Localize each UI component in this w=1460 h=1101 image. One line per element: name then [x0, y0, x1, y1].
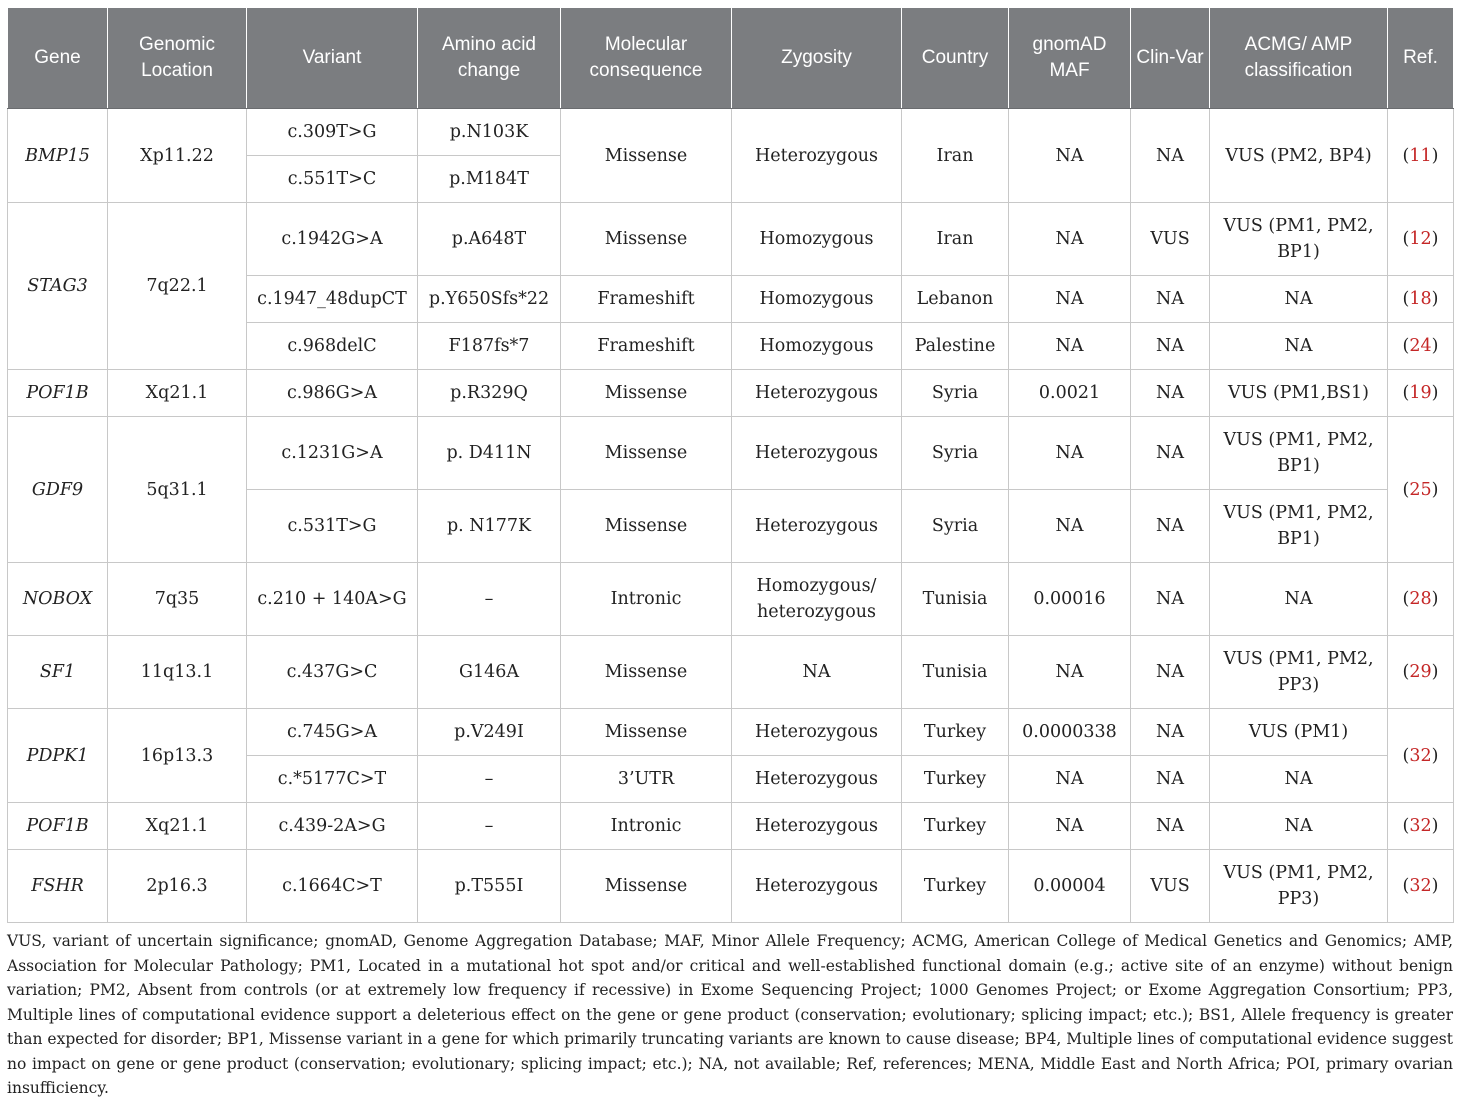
- gene-cell: POF1B: [8, 803, 108, 850]
- table-row: [8, 417, 1454, 490]
- ref-cell: [1388, 563, 1454, 636]
- acmg-cell: NA: [1210, 563, 1388, 636]
- gene-cell: BMP15: [8, 109, 108, 203]
- header-gene: Gene: [8, 8, 108, 109]
- maf-cell: NA: [1009, 276, 1131, 323]
- clinvar-cell: NA: [1131, 323, 1210, 370]
- gene-cell: FSHR: [8, 850, 108, 923]
- country-cell: Palestine: [902, 323, 1009, 370]
- location-cell: 7q22.1: [108, 203, 247, 370]
- ref-link[interactable]: 12: [1409, 229, 1432, 249]
- aa-cell: –: [418, 756, 561, 803]
- acmg-cell: VUS (PM1, PM2, BP1): [1210, 203, 1388, 276]
- aa-cell: p.T555I: [418, 850, 561, 923]
- ref-paren-close: ): [1431, 336, 1439, 356]
- ref-paren-open: (: [1402, 145, 1410, 166]
- clinvar-cell: NA: [1131, 709, 1210, 756]
- clinvar-cell: NA: [1131, 490, 1210, 563]
- ref-cell: [1388, 417, 1454, 563]
- maf-cell: 0.0000338: [1009, 709, 1131, 756]
- header-country: Country: [902, 8, 1009, 109]
- aa-cell: G146A: [418, 636, 561, 709]
- aa-cell: p. D411N: [418, 417, 561, 490]
- zygosity-cell: NA: [732, 636, 902, 709]
- variant-cell: c.745G>A: [247, 709, 418, 756]
- ref-link[interactable]: 32: [1409, 876, 1432, 896]
- zygosity-cell: Heterozygous: [732, 756, 902, 803]
- clinvar-cell: NA: [1131, 803, 1210, 850]
- table-row: [8, 370, 1454, 417]
- ref-link[interactable]: 11: [1409, 145, 1432, 166]
- location-cell: 11q13.1: [108, 636, 247, 709]
- gene-cell: POF1B: [8, 370, 108, 417]
- aa-cell: p.M184T: [418, 156, 561, 203]
- zygosity-cell: Heterozygous: [732, 850, 902, 923]
- ref-link[interactable]: 18: [1409, 289, 1432, 309]
- consequence-cell: Missense: [561, 636, 732, 709]
- ref-paren-open: (: [1402, 876, 1410, 896]
- maf-cell: 0.0021: [1009, 370, 1131, 417]
- table-row: [8, 709, 1454, 756]
- aa-cell: p.N103K: [418, 109, 561, 156]
- zygosity-cell: Homozygous: [732, 323, 902, 370]
- table-row: [8, 636, 1454, 709]
- ref-paren-open: (: [1402, 662, 1410, 682]
- header-maf: gnomAD MAF: [1009, 8, 1131, 109]
- zygosity-cell: Homozygous/ heterozygous: [732, 563, 902, 636]
- location-cell: Xp11.22: [108, 109, 247, 203]
- ref-link[interactable]: 29: [1409, 662, 1432, 682]
- maf-cell: 0.00016: [1009, 563, 1131, 636]
- acmg-cell: VUS (PM1, PM2, PP3): [1210, 636, 1388, 709]
- variant-cell: c.968delC: [247, 323, 418, 370]
- gene-cell: STAG3: [8, 203, 108, 370]
- maf-cell: NA: [1009, 636, 1131, 709]
- consequence-cell: Missense: [561, 709, 732, 756]
- location-cell: 5q31.1: [108, 417, 247, 563]
- clinvar-cell: NA: [1131, 563, 1210, 636]
- location-cell: 2p16.3: [108, 850, 247, 923]
- variant-cell: c.1231G>A: [247, 417, 418, 490]
- ref-paren-close: ): [1431, 745, 1439, 766]
- variant-cell: c.309T>G: [247, 109, 418, 156]
- country-cell: Iran: [902, 109, 1009, 203]
- zygosity-cell: Heterozygous: [732, 490, 902, 563]
- country-cell: Syria: [902, 370, 1009, 417]
- table-body: [8, 109, 1454, 923]
- ref-paren-open: (: [1402, 745, 1410, 766]
- ref-cell: [1388, 850, 1454, 923]
- table-row: [8, 109, 1454, 156]
- table-header: [8, 8, 1454, 109]
- maf-cell: 0.00004: [1009, 850, 1131, 923]
- ref-link[interactable]: 32: [1409, 745, 1432, 766]
- ref-cell: [1388, 323, 1454, 370]
- gene-cell: SF1: [8, 636, 108, 709]
- header-variant: Variant: [247, 8, 418, 109]
- variant-cell: c.551T>C: [247, 156, 418, 203]
- country-cell: Turkey: [902, 709, 1009, 756]
- acmg-cell: NA: [1210, 803, 1388, 850]
- variants-table-container: [7, 7, 1453, 923]
- variant-cell: c.1947_48dupCT: [247, 276, 418, 323]
- country-cell: Tunisia: [902, 563, 1009, 636]
- maf-cell: NA: [1009, 490, 1131, 563]
- ref-paren-open: (: [1402, 229, 1410, 249]
- ref-paren-close: ): [1431, 289, 1439, 309]
- ref-cell: [1388, 803, 1454, 850]
- country-cell: Turkey: [902, 850, 1009, 923]
- consequence-cell: Missense: [561, 109, 732, 203]
- location-cell: Xq21.1: [108, 370, 247, 417]
- table-footnote: VUS, variant of uncertain significance; gnomAD, Genome Aggregation Database; MAF, Minor Allele Frequency; ACMG, American College of Medical Genetics and Genomics; AMP, Association for Molecular Pathology; PM1, Located in a mutational hot spot and/or critical and well-established functional domain (e.g.; active site of an enzyme) without benign variation; PM2, Absent from controls (or at extremely low frequency if recessive) in Exome Sequencing Project; 1000 Genomes Project; or Exome Aggregation Consortium; PP3, Multiple lines of computational evidence support a deleterious effect on the gene or gene product (conservation; evolutionary; splicing impact; etc.); BS1, Allele frequency is greater than expected for disorder; BP1, Missense variant in a gene for which primarily truncating variants are known to cause disease; BP4, Multiple lines of computational evidence suggest no impact on gene or gene product (conservation; evolutionary; splicing impact; etc.); NA, not available; Ref, references; MENA, Middle East and North Africa; POI, primary ovarian insufficiency.: [7, 932, 1453, 1097]
- aa-cell: –: [418, 803, 561, 850]
- location-cell: 16p13.3: [108, 709, 247, 803]
- maf-cell: NA: [1009, 756, 1131, 803]
- variants-table: [7, 7, 1454, 923]
- acmg-cell: NA: [1210, 756, 1388, 803]
- maf-cell: NA: [1009, 323, 1131, 370]
- maf-cell: NA: [1009, 803, 1131, 850]
- acmg-cell: NA: [1210, 323, 1388, 370]
- table-row: [8, 203, 1454, 276]
- variant-cell: c.*5177C>T: [247, 756, 418, 803]
- country-cell: Syria: [902, 490, 1009, 563]
- country-cell: Iran: [902, 203, 1009, 276]
- ref-cell: [1388, 636, 1454, 709]
- header-acmg: ACMG/ AMP classification: [1210, 8, 1388, 109]
- location-cell: Xq21.1: [108, 803, 247, 850]
- ref-paren-open: (: [1402, 289, 1410, 309]
- gene-cell: GDF9: [8, 417, 108, 563]
- clinvar-cell: NA: [1131, 417, 1210, 490]
- header-consequence: Molecular consequence: [561, 8, 732, 109]
- ref-paren-open: (: [1402, 383, 1410, 403]
- ref-cell: [1388, 370, 1454, 417]
- ref-paren-close: ): [1431, 589, 1439, 609]
- clinvar-cell: NA: [1131, 370, 1210, 417]
- acmg-cell: VUS (PM2, BP4): [1210, 109, 1388, 203]
- ref-cell: [1388, 709, 1454, 803]
- ref-link[interactable]: 28: [1409, 589, 1432, 609]
- clinvar-cell: NA: [1131, 756, 1210, 803]
- maf-cell: NA: [1009, 417, 1131, 490]
- ref-paren-open: (: [1402, 816, 1410, 836]
- maf-cell: NA: [1009, 109, 1131, 203]
- consequence-cell: Missense: [561, 370, 732, 417]
- ref-link[interactable]: 25: [1409, 479, 1432, 500]
- aa-cell: p.R329Q: [418, 370, 561, 417]
- ref-paren-open: (: [1402, 479, 1410, 500]
- table-row: [8, 563, 1454, 636]
- ref-link[interactable]: 19: [1409, 383, 1432, 403]
- acmg-cell: VUS (PM1,BS1): [1210, 370, 1388, 417]
- aa-cell: –: [418, 563, 561, 636]
- clinvar-cell: NA: [1131, 276, 1210, 323]
- aa-cell: p.Y650Sfs*22: [418, 276, 561, 323]
- clinvar-cell: NA: [1131, 636, 1210, 709]
- aa-cell: F187fs*7: [418, 323, 561, 370]
- header-ref: Ref.: [1388, 8, 1454, 109]
- acmg-cell: VUS (PM1, PM2, BP1): [1210, 490, 1388, 563]
- ref-paren-close: ): [1431, 383, 1439, 403]
- ref-paren-close: ): [1431, 662, 1439, 682]
- ref-link[interactable]: 24: [1409, 336, 1432, 356]
- country-cell: Tunisia: [902, 636, 1009, 709]
- aa-cell: p.A648T: [418, 203, 561, 276]
- aa-cell: p.V249I: [418, 709, 561, 756]
- variant-cell: c.1664C>T: [247, 850, 418, 923]
- zygosity-cell: Heterozygous: [732, 417, 902, 490]
- consequence-cell: Missense: [561, 850, 732, 923]
- variant-cell: c.1942G>A: [247, 203, 418, 276]
- consequence-cell: Missense: [561, 417, 732, 490]
- header-clinvar: Clin-Var: [1131, 8, 1210, 109]
- ref-cell: [1388, 109, 1454, 203]
- zygosity-cell: Homozygous: [732, 276, 902, 323]
- header-location: Genomic Location: [108, 8, 247, 109]
- acmg-cell: VUS (PM1, PM2, BP1): [1210, 417, 1388, 490]
- consequence-cell: Missense: [561, 203, 732, 276]
- acmg-cell: VUS (PM1): [1210, 709, 1388, 756]
- zygosity-cell: Heterozygous: [732, 803, 902, 850]
- header-zygosity: Zygosity: [732, 8, 902, 109]
- country-cell: Turkey: [902, 756, 1009, 803]
- ref-paren-close: ): [1431, 876, 1439, 896]
- consequence-cell: Intronic: [561, 803, 732, 850]
- ref-paren-close: ): [1431, 479, 1439, 500]
- country-cell: Syria: [902, 417, 1009, 490]
- clinvar-cell: VUS: [1131, 203, 1210, 276]
- ref-cell: [1388, 276, 1454, 323]
- ref-paren-open: (: [1402, 589, 1410, 609]
- gene-cell: NOBOX: [8, 563, 108, 636]
- zygosity-cell: Heterozygous: [732, 709, 902, 756]
- acmg-cell: NA: [1210, 276, 1388, 323]
- table-row: [8, 803, 1454, 850]
- gene-cell: PDPK1: [8, 709, 108, 803]
- consequence-cell: Intronic: [561, 563, 732, 636]
- zygosity-cell: Heterozygous: [732, 109, 902, 203]
- table-row: [8, 850, 1454, 923]
- variant-cell: c.531T>G: [247, 490, 418, 563]
- aa-cell: p. N177K: [418, 490, 561, 563]
- zygosity-cell: Homozygous: [732, 203, 902, 276]
- ref-paren-close: ): [1431, 816, 1439, 836]
- variant-cell: c.439-2A>G: [247, 803, 418, 850]
- clinvar-cell: NA: [1131, 109, 1210, 203]
- location-cell: 7q35: [108, 563, 247, 636]
- clinvar-cell: VUS: [1131, 850, 1210, 923]
- acmg-cell: VUS (PM1, PM2, PP3): [1210, 850, 1388, 923]
- zygosity-cell: Heterozygous: [732, 370, 902, 417]
- ref-paren-close: ): [1431, 145, 1439, 166]
- country-cell: Lebanon: [902, 276, 1009, 323]
- variant-cell: c.210 + 140A>G: [247, 563, 418, 636]
- ref-paren-close: ): [1431, 229, 1439, 249]
- consequence-cell: Frameshift: [561, 323, 732, 370]
- header-amino-acid: Amino acid change: [418, 8, 561, 109]
- variant-cell: c.986G>A: [247, 370, 418, 417]
- ref-cell: [1388, 203, 1454, 276]
- ref-paren-open: (: [1402, 336, 1410, 356]
- ref-link[interactable]: 32: [1409, 816, 1432, 836]
- consequence-cell: Missense: [561, 490, 732, 563]
- maf-cell: NA: [1009, 203, 1131, 276]
- country-cell: Turkey: [902, 803, 1009, 850]
- variant-cell: c.437G>C: [247, 636, 418, 709]
- consequence-cell: 3’UTR: [561, 756, 732, 803]
- consequence-cell: Frameshift: [561, 276, 732, 323]
